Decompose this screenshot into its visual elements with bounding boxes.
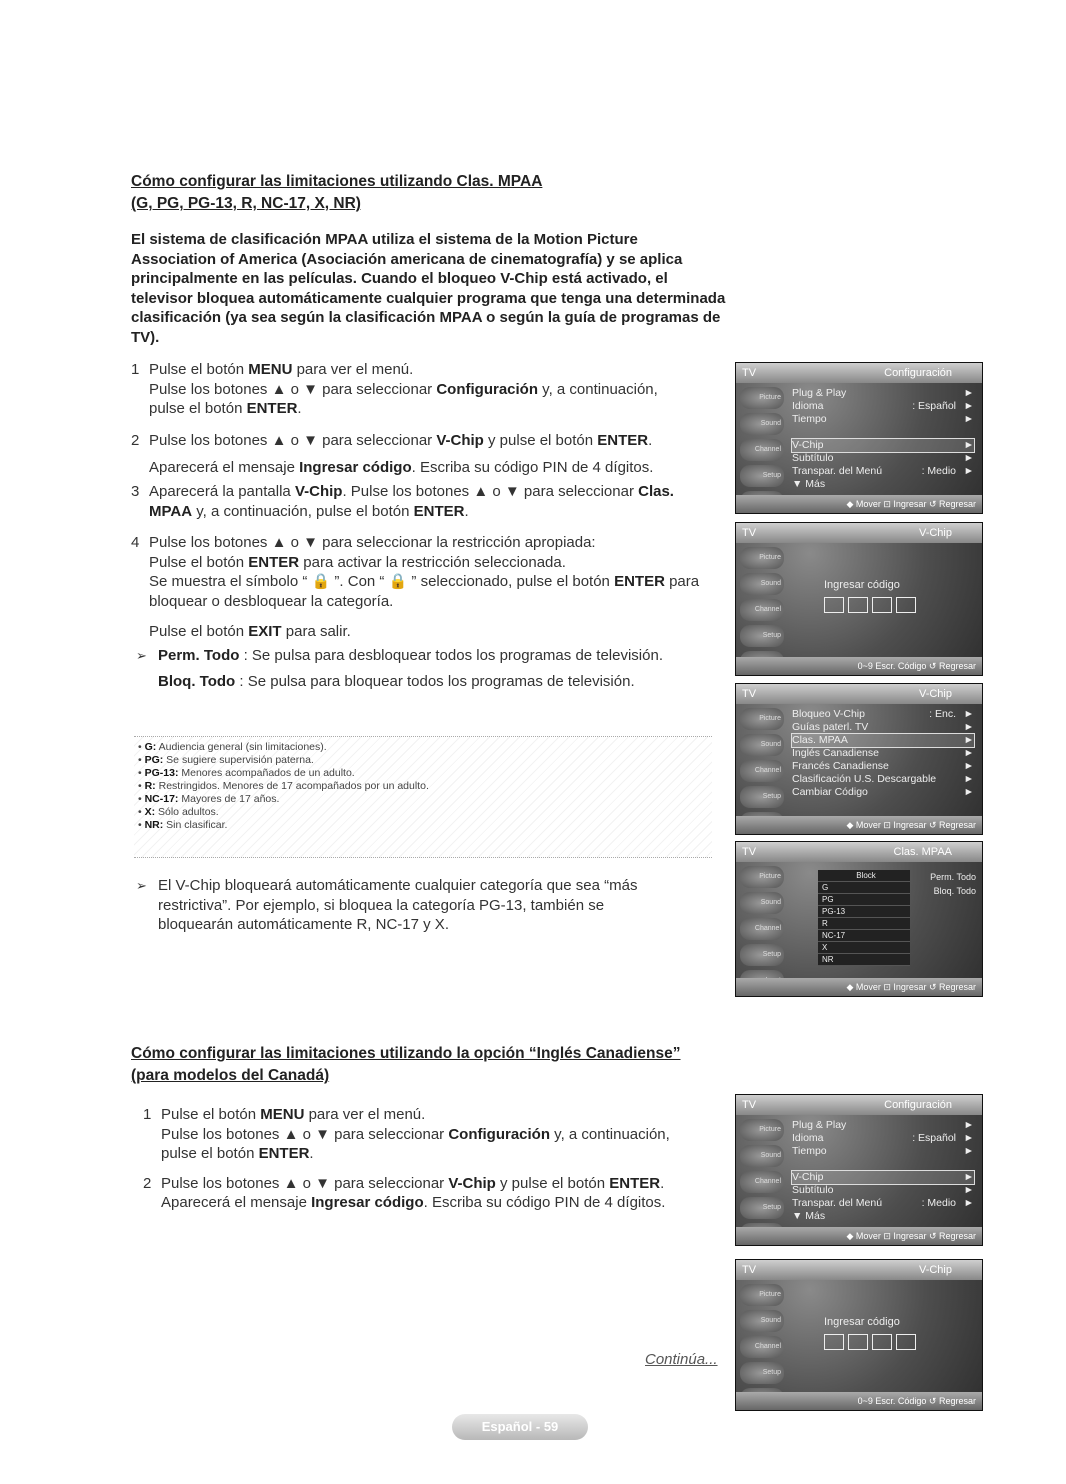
rating-item: • PG: Se sugiere supervisión paterna. — [138, 754, 314, 766]
screen-vchip-code-2: TV V-Chip Picture Sound Channel Setup Ingresar código 0~9 Escr. Código ↺ Regresar — [735, 1259, 983, 1411]
screen-vchip-menu: TV V-Chip Picture Sound Channel Setup Bloqueo V-Chip : Enc. ► Guías paterl. TV ► Clas. MPAA ► Inglés Canadiense ► Francés Canadiense ► Clasificación U.S. Descargable ► Cambiar Código ► ◆ Mover ⊡ Ingresar ↺ Regresar — [735, 683, 983, 835]
perm-todo-note: ➢ Perm. Todo : Se pulsa para desbloquear todos los programas de televisión. — [136, 646, 663, 664]
step-1: 1 Pulse el botón MENU para ver el menú. Pulse los botones ▲ o ▼ para seleccionar Configuración y, a continuación, pulse el botón ENTER. — [131, 361, 658, 418]
ratings-list — [134, 736, 712, 858]
section1-subtitle: (G, PG, PG-13, R, NC-17, X, NR) — [131, 195, 361, 212]
screen-clas-mpaa: TV Clas. MPAA Picture Sound Channel Setup Block G PG PG-13 R NC-17 X NR Perm. Todo Bloq. Todo ◆ Mover ⊡ Ingresar ↺ Regresar — [735, 841, 983, 997]
rating-item: • G: Audiencia general (sin limitaciones). — [138, 741, 327, 753]
section1-intro: El sistema de clasificación MPAA utiliza el sistema de la Motion Picture Association of America (Asociación americana de cinematografía) y se aplica principalmente en las películas. Cuando el bloqueo V-Chip está activado, el televisor bloquea automáticamente cualquier programa que tenga una determinada clasificación (ya sea según la clasificación MPAA o según la guía de programas de TV). — [131, 231, 726, 346]
rating-item: • R: Restringidos. Menores de 17 acompañados por un adulto. — [138, 780, 429, 792]
bloq-todo-note: Bloq. Todo : Se pulsa para bloquear todos los programas de televisión. — [158, 672, 635, 690]
step-4: 4 Pulse los botones ▲ o ▼ para seleccionar la restricción apropiada: Pulse el botón ENTER para activar la restricción seleccionada. Se muestra el símbolo “ 🔒 ”. Con “ 🔒 ” seleccionado, pulse el botón ENTER para bloquear o desbloquear la categoría. — [131, 534, 700, 610]
screen-configuracion: TV Configuración Picture Sound Channel Setup Plug & Play ► Idioma : Español ► Tiempo ► V-Chip ► Subtítulo ► Transpar. del Menú : Medio ► ▼ Más ◆ Mover ⊡ Ingresar ↺ Regresar — [735, 362, 983, 514]
section2-title: Cómo configurar las limitaciones utilizando la opción “Inglés Canadiense” — [131, 1045, 681, 1062]
continua-label: Continúa... — [645, 1351, 718, 1368]
rating-item: • PG-13: Menores acompañados de un adulto. — [138, 767, 355, 779]
rating-item: • NR: Sin clasificar. — [138, 819, 228, 831]
section2-subtitle: (para modelos del Canadá) — [131, 1067, 330, 1084]
step-3: 3 Aparecerá la pantalla V-Chip. Pulse los botones ▲ o ▼ para seleccionar Clas. MPAA y, a continuación, pulse el botón ENTER. — [131, 483, 674, 520]
section1-title: Cómo configurar las limitaciones utilizando Clas. MPAA — [131, 173, 543, 190]
page-number: Español - 59 — [452, 1414, 588, 1440]
rating-item: • X: Sólo adultos. — [138, 806, 219, 818]
rating-item: • NC-17: Mayores de 17 años. — [138, 793, 280, 805]
more-restrictive-note: ➢ El V-Chip bloqueará automáticamente cualquier categoría que sea “más restrictiva”. Por ejemplo, si bloquea la categoría PG-13, también se bloquearán automáticamente R, NC-17 y X. — [136, 877, 638, 934]
screen-configuracion-2: TV Configuración Picture Sound Channel Setup Plug & Play ► Idioma : Español ► Tiempo ► V-Chip ► Subtítulo ► Transpar. del Menú : Medio ► ▼ Más ◆ Mover ⊡ Ingresar ↺ Regresar — [735, 1094, 983, 1246]
step-2: 2 Pulse los botones ▲ o ▼ para seleccionar V-Chip y pulse el botón ENTER. Aparecerá el mensaje Ingresar código. Escriba su código PIN de 4 dígitos. — [131, 431, 654, 477]
step-1: 1 Pulse el botón MENU para ver el menú. Pulse los botones ▲ o ▼ para seleccionar Configuración y, a continuación, pulse el botón ENTER. — [143, 1106, 670, 1163]
exit-line: Pulse el botón EXIT para salir. — [149, 622, 351, 640]
screen-vchip-code: TV V-Chip Picture Sound Channel Setup Ingresar código 0~9 Escr. Código ↺ Regresar — [735, 522, 983, 676]
step-2: 2 Pulse los botones ▲ o ▼ para seleccionar V-Chip y pulse el botón ENTER. Aparecerá el mensaje Ingresar código. Escriba su código PIN de 4 dígitos. — [143, 1174, 666, 1212]
